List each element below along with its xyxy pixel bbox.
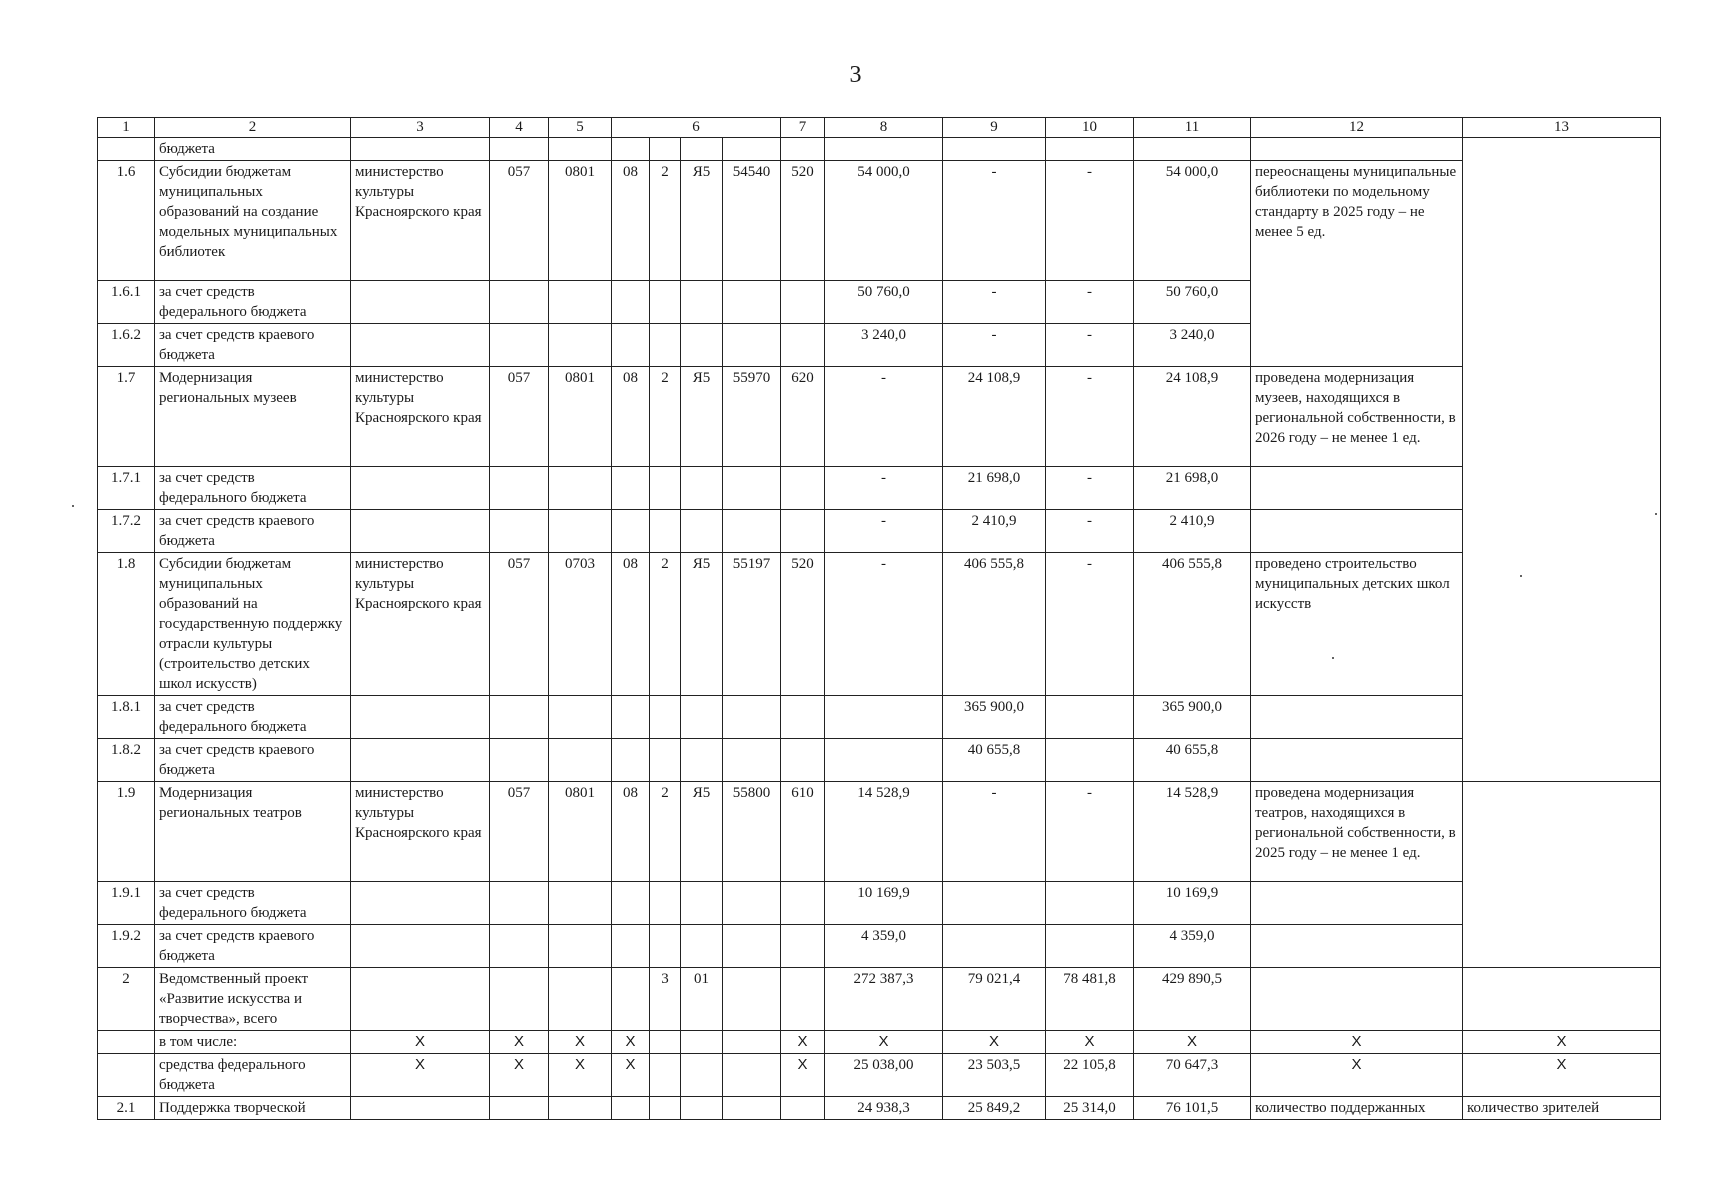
cell-c6a: 08	[612, 161, 650, 281]
table-row	[98, 1054, 1661, 1097]
row-number: 1.7.2	[98, 510, 155, 553]
row-name: Ведомственный проект «Развитие искусства и творчества», всего	[155, 968, 351, 1031]
cell-x: Х	[549, 1054, 612, 1097]
row-number: 1.6.2	[98, 324, 155, 367]
cell-c6d: 55800	[723, 782, 781, 882]
header-cell: 9	[943, 118, 1046, 138]
cell-c6b: 3	[650, 968, 681, 1031]
scan-speck	[1332, 657, 1334, 659]
row-number: 1.8.1	[98, 696, 155, 739]
cell-c11: 21 698,0	[1134, 467, 1251, 510]
table-row	[98, 510, 1661, 553]
cell-x: Х	[351, 1054, 490, 1097]
header-cell: 4	[490, 118, 549, 138]
cell-x: Х	[1463, 1054, 1661, 1097]
row-org: министерство культуры Красноярского края	[351, 367, 490, 467]
header-cell: 2	[155, 118, 351, 138]
cell-c6c: Я5	[681, 161, 723, 281]
row-org: министерство культуры Красноярского края	[351, 782, 490, 882]
cell-x: Х	[1251, 1031, 1463, 1054]
cell-c11: 76 101,5	[1134, 1097, 1251, 1120]
cell-c12: проведена модернизация музеев, находящихся в региональной собственности, в 2026 году – не менее 1 ед.	[1251, 367, 1463, 467]
cell-c9: 406 555,8	[943, 553, 1046, 696]
header-cell: 6	[612, 118, 781, 138]
row-name: средства федерального бюджета	[155, 1054, 351, 1097]
cell-c5: 0703	[549, 553, 612, 696]
row-name: Субсидии бюджетам муниципальных образований на создание модельных муниципальных библиотек	[155, 161, 351, 281]
table-row	[98, 968, 1661, 1031]
row-org: министерство культуры Красноярского края	[351, 161, 490, 281]
row-number: 1.7	[98, 367, 155, 467]
cell-x: Х	[351, 1031, 490, 1054]
cell-c5: 0801	[549, 161, 612, 281]
cell-c6c: 01	[681, 968, 723, 1031]
header-cell: 5	[549, 118, 612, 138]
row-number: 1.9.1	[98, 882, 155, 925]
row-name: за счет средств федерального бюджета	[155, 882, 351, 925]
table-row	[98, 161, 1661, 281]
cell-c12: количество поддержанных	[1251, 1097, 1463, 1120]
cell-c12: проведена модернизация театров, находящихся в региональной собственности, в 2025 году – не менее 1 ед.	[1251, 782, 1463, 882]
cell-c5: 0801	[549, 367, 612, 467]
cell-c8: -	[825, 367, 943, 467]
table-row	[98, 696, 1661, 739]
cell-c13: количество зрителей	[1463, 1097, 1661, 1120]
cell-x: Х	[549, 1031, 612, 1054]
cell-c8: 10 169,9	[825, 882, 943, 925]
cell-c12: переоснащены муниципальные библиотеки по модельному стандарту в 2025 году – не менее 5 ед.	[1251, 161, 1463, 367]
row-name: за счет средств федерального бюджета	[155, 281, 351, 324]
table-row	[98, 1097, 1661, 1120]
cell-c9: 79 021,4	[943, 968, 1046, 1031]
cell-c9: 21 698,0	[943, 467, 1046, 510]
cell-x: Х	[781, 1031, 825, 1054]
scan-speck	[1520, 575, 1522, 577]
table-row	[98, 367, 1661, 467]
row-name: за счет средств федерального бюджета	[155, 467, 351, 510]
cell-x: Х	[1463, 1031, 1661, 1054]
cell-c11: 429 890,5	[1134, 968, 1251, 1031]
header-cell: 12	[1251, 118, 1463, 138]
cell-c11: 10 169,9	[1134, 882, 1251, 925]
cell-c9: 2 410,9	[943, 510, 1046, 553]
cell-c6a: 08	[612, 553, 650, 696]
cell-c9: -	[943, 281, 1046, 324]
cell-c11: 365 900,0	[1134, 696, 1251, 739]
cell-c8: 272 387,3	[825, 968, 943, 1031]
header-cell: 8	[825, 118, 943, 138]
cell-c11: 2 410,9	[1134, 510, 1251, 553]
header-cell: 11	[1134, 118, 1251, 138]
cell-x: Х	[825, 1031, 943, 1054]
header-cell: 1	[98, 118, 155, 138]
cell-x: Х	[943, 1031, 1046, 1054]
table-row	[98, 467, 1661, 510]
cell-c8: -	[825, 467, 943, 510]
cell-x: Х	[1134, 1031, 1251, 1054]
cell-c10: -	[1046, 161, 1134, 281]
cell-c10: -	[1046, 553, 1134, 696]
cell-x: Х	[1046, 1031, 1134, 1054]
cell-c8: -	[825, 510, 943, 553]
cell-x: Х	[612, 1031, 650, 1054]
table-header-row	[98, 118, 1661, 138]
cell-x: Х	[1251, 1054, 1463, 1097]
header-cell: 10	[1046, 118, 1134, 138]
cell-c6d: 55197	[723, 553, 781, 696]
cell-c8: 3 240,0	[825, 324, 943, 367]
header-cell: 7	[781, 118, 825, 138]
cell-c11: 406 555,8	[1134, 553, 1251, 696]
row-name: в том числе:	[155, 1031, 351, 1054]
cell-c10: -	[1046, 324, 1134, 367]
row-name: за счет средств краевого бюджета	[155, 324, 351, 367]
row-name: бюджета	[155, 138, 351, 161]
cell-c8: 14 528,9	[825, 782, 943, 882]
cell-c4: 057	[490, 553, 549, 696]
cell-c9: 40 655,8	[943, 739, 1046, 782]
row-number: 1.9.2	[98, 925, 155, 968]
cell-c10: 22 105,8	[1046, 1054, 1134, 1097]
cell-c7: 520	[781, 161, 825, 281]
header-cell: 13	[1463, 118, 1661, 138]
cell-c8: 25 038,00	[825, 1054, 943, 1097]
row-name: за счет средств федерального бюджета	[155, 696, 351, 739]
row-name: Поддержка творческой	[155, 1097, 351, 1120]
header-cell: 3	[351, 118, 490, 138]
cell-x: Х	[781, 1054, 825, 1097]
cell-c11: 54 000,0	[1134, 161, 1251, 281]
cell-c10: -	[1046, 281, 1134, 324]
cell-c9: -	[943, 324, 1046, 367]
cell-c9: 25 849,2	[943, 1097, 1046, 1120]
cell-c5: 0801	[549, 782, 612, 882]
cell-c6a: 08	[612, 782, 650, 882]
cell-c11: 50 760,0	[1134, 281, 1251, 324]
cell-c11: 40 655,8	[1134, 739, 1251, 782]
cell-c6c: Я5	[681, 553, 723, 696]
cell-c9: 365 900,0	[943, 696, 1046, 739]
row-number: 1.9	[98, 782, 155, 882]
cell-c6d: 55970	[723, 367, 781, 467]
table-row	[98, 138, 1661, 161]
row-number: 1.8.2	[98, 739, 155, 782]
cell-c7: 610	[781, 782, 825, 882]
cell-c6b: 2	[650, 782, 681, 882]
cell-c10: -	[1046, 510, 1134, 553]
cell-c10: 78 481,8	[1046, 968, 1134, 1031]
table-row	[98, 882, 1661, 925]
cell-c11: 4 359,0	[1134, 925, 1251, 968]
row-name: Модернизация региональных театров	[155, 782, 351, 882]
cell-c8: -	[825, 553, 943, 696]
cell-c12: проведено строительство муниципальных детских школ искусств	[1251, 553, 1463, 696]
cell-c6b: 2	[650, 161, 681, 281]
row-name: за счет средств краевого бюджета	[155, 925, 351, 968]
table-row	[98, 782, 1661, 882]
cell-x: Х	[612, 1054, 650, 1097]
cell-c6c: Я5	[681, 782, 723, 882]
row-name: за счет средств краевого бюджета	[155, 739, 351, 782]
cell-c9: -	[943, 782, 1046, 882]
cell-c11: 24 108,9	[1134, 367, 1251, 467]
cell-c11: 14 528,9	[1134, 782, 1251, 882]
cell-c6b: 2	[650, 367, 681, 467]
cell-c6d: 54540	[723, 161, 781, 281]
cell-c8: 54 000,0	[825, 161, 943, 281]
row-number: 1.6.1	[98, 281, 155, 324]
cell-c7: 520	[781, 553, 825, 696]
row-number: 2	[98, 968, 155, 1031]
scan-speck	[1655, 513, 1657, 515]
row-number: 1.7.1	[98, 467, 155, 510]
cell-c9: 24 108,9	[943, 367, 1046, 467]
row-number: 1.6	[98, 161, 155, 281]
cell-c8: 24 938,3	[825, 1097, 943, 1120]
table-row	[98, 739, 1661, 782]
row-name: Субсидии бюджетам муниципальных образований на государственную поддержку отрасли культуры (строительство детских школ искусств)	[155, 553, 351, 696]
cell-c4: 057	[490, 367, 549, 467]
cell-c6a: 08	[612, 367, 650, 467]
cell-c4: 057	[490, 161, 549, 281]
row-name: Модернизация региональных музеев	[155, 367, 351, 467]
table-row	[98, 553, 1661, 696]
row-number: 2.1	[98, 1097, 155, 1120]
cell-c11: 3 240,0	[1134, 324, 1251, 367]
cell-c7: 620	[781, 367, 825, 467]
table-row	[98, 1031, 1661, 1054]
cell-c10: 25 314,0	[1046, 1097, 1134, 1120]
cell-x: Х	[490, 1031, 549, 1054]
row-number: 1.8	[98, 553, 155, 696]
cell-c10: -	[1046, 782, 1134, 882]
cell-c9: -	[943, 161, 1046, 281]
cell-c9: 23 503,5	[943, 1054, 1046, 1097]
cell-c10: -	[1046, 467, 1134, 510]
cell-c4: 057	[490, 782, 549, 882]
row-name: за счет средств краевого бюджета	[155, 510, 351, 553]
col13-empty	[1463, 138, 1661, 782]
cell-c8: 4 359,0	[825, 925, 943, 968]
budget-table	[97, 117, 1661, 1120]
cell-x: Х	[490, 1054, 549, 1097]
cell-c10: -	[1046, 367, 1134, 467]
row-org: министерство культуры Красноярского края	[351, 553, 490, 696]
cell-c6b: 2	[650, 553, 681, 696]
cell-c6c: Я5	[681, 367, 723, 467]
cell-c8: 50 760,0	[825, 281, 943, 324]
col13-empty	[1463, 782, 1661, 968]
cell-c11: 70 647,3	[1134, 1054, 1251, 1097]
scan-speck	[72, 505, 74, 507]
page-number: 3	[849, 62, 862, 88]
table-row	[98, 925, 1661, 968]
